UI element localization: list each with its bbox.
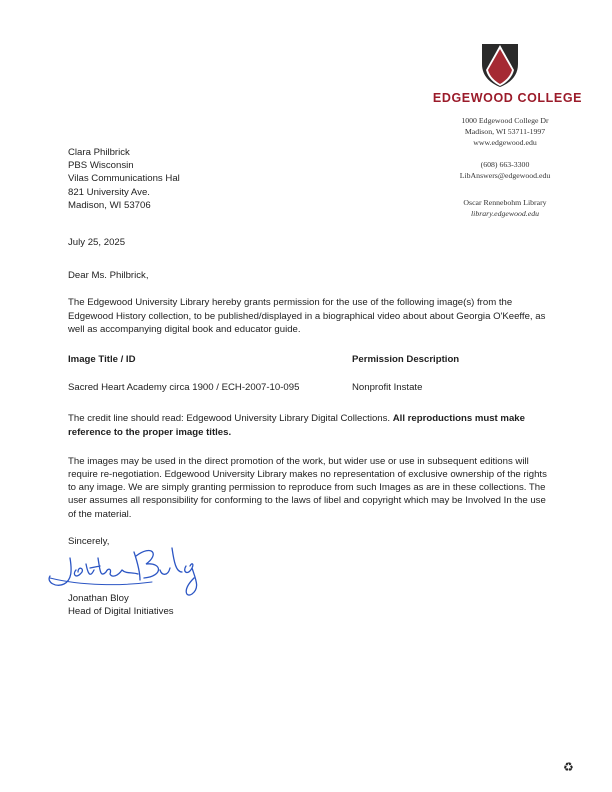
recipient-street: 821 University Ave. xyxy=(68,186,150,198)
letter-date: July 25, 2025 xyxy=(68,237,126,248)
credit-line-text: The credit line should read: Edgewood University Library Digital Collections. xyxy=(68,413,393,425)
cell-scope: Instate xyxy=(393,382,423,394)
credit-line-requirement: All reproductions must make reference to the proper image titles. xyxy=(68,413,525,438)
signer-title: Head of Digital Initiatives xyxy=(68,606,174,618)
header-image-title: Image Title / ID xyxy=(68,354,136,366)
recycle-icon: ♻ xyxy=(563,760,574,774)
address-line-1: 1000 Edgewood College Dr xyxy=(461,116,549,125)
library-website-link[interactable]: library.edgewood.edu xyxy=(471,209,539,218)
signer-name: Jonathan Bloy xyxy=(68,593,129,605)
college-contact xyxy=(425,159,585,181)
recipient-building: Vilas Communications Hal xyxy=(68,173,180,185)
phone-number: (608) 663-3300 xyxy=(480,160,530,169)
college-address xyxy=(425,115,585,148)
body-paragraph-terms: The images may be used in the direct promotion of the work, but wider use or use in subsequent editions will require re-negotiation. Edgewood University Library makes no representation of exclusive ownership of the rights to any image. We are simply granting permission to reproduce from such Images as are in these collections. The user assumes all responsibility for conforming to the laws of libel and copyright which may be Involved In the use of the material. xyxy=(68,455,547,520)
salutation: Dear Ms. Philbrick, xyxy=(68,270,149,282)
table-row xyxy=(68,381,550,394)
recipient-name: Clara Philbrick xyxy=(68,147,130,158)
permissions-table-header xyxy=(68,353,550,366)
library-info xyxy=(425,197,585,219)
handwritten-signature xyxy=(42,540,242,600)
college-name: EDGEWOOD COLLEGE xyxy=(432,91,583,105)
body-paragraph-credit xyxy=(68,412,550,438)
header-permission-description: Permission Description xyxy=(352,354,460,366)
body-paragraph-1: The Edgewood University Library hereby grants permission for the use of the following image(s) from the Edgewood History collection, to be published/displayed in a biographical video about about Georgia O'Keeffe, as well as accompanying digital book and educator guide. xyxy=(68,297,546,335)
recipient-org: PBS Wisconsin xyxy=(68,160,134,172)
library-name: Oscar Rennebohm Library xyxy=(463,198,547,207)
email-link[interactable]: LibAnswers@edgewood.edu xyxy=(459,171,551,180)
closing: Sincerely, xyxy=(68,535,110,547)
edgewood-shield-logo-icon xyxy=(480,42,520,88)
cell-image-title-id: Sacred Heart Academy circa 1900 / ECH-2007-10-095 xyxy=(68,382,300,394)
cell-permission: Nonprofit xyxy=(352,382,391,394)
cell-permission-group xyxy=(352,381,550,394)
recipient-address xyxy=(68,146,318,212)
recipient-city: Madison, WI 53706 xyxy=(68,199,151,211)
address-line-2: Madison, WI 53711-1997 xyxy=(464,127,546,136)
college-website-link[interactable]: www.edgewood.edu xyxy=(473,138,537,147)
